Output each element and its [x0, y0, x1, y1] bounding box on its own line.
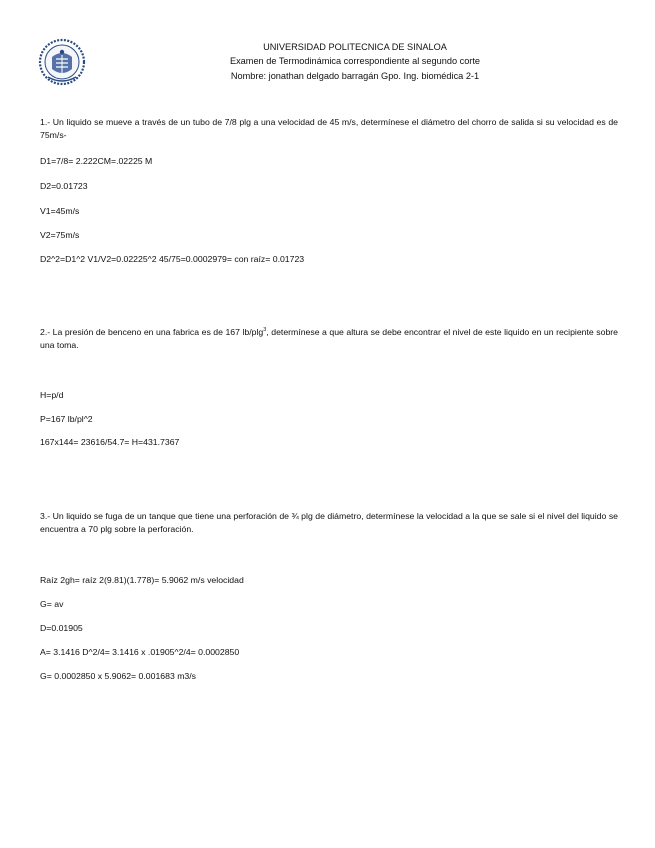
q3-line: G= 0.0002850 x 5.9062= 0.001683 m3/s: [40, 671, 197, 681]
question-1-prompt: 1.- Un liquido se mueve a través de un tubo de 7/8 plg a una velocidad de 45 m/s, determínese el diámetro del chorro de salida si su velocidad es de 75m/s-: [40, 117, 618, 140]
exam-title: Examen de Termodinámica correspondiente al segundo corte: [229, 56, 481, 67]
university-seal-icon: [38, 37, 86, 87]
q2-prompt-superscript: 3: [263, 327, 267, 334]
q1-line: V2=75m/s: [40, 230, 80, 240]
q3-line: D=0.01905: [40, 623, 83, 633]
q1-line: D2=0.01723: [40, 181, 88, 191]
q2-line: H=p/d: [40, 390, 64, 400]
question-2-prompt: [40, 326, 618, 352]
student-name: Nombre: jonathan delgado barragán Gpo. Ing. biomédica 2-1: [230, 70, 480, 81]
university-name: UNIVERSIDAD POLITECNICA DE SINALOA: [263, 42, 447, 52]
question-3-prompt: 3.- Un liquido se fuga de un tanque que tiene una perforación de ¾ plg de diámetro, determínese la velocidad a la que se sale si el nivel del liquido se encuentra a 70 plg sobre la perforación.: [40, 511, 618, 534]
q1-line: D1=7/8= 2.222CM=.02225 M: [40, 156, 153, 166]
q2-prompt-part-a: 2.- La presión de benceno en una fabrica es de 167 lb/plg: [40, 327, 264, 337]
q3-line: G= av: [40, 599, 64, 609]
document-header: [170, 40, 540, 83]
q2-line: P=167 lb/pl^2: [40, 414, 93, 424]
q2-prompt-part-b: , determínese a que altura se debe encontrar el nivel de este liquido en un recipiente sobre una toma.: [40, 327, 618, 350]
q3-line: Raíz 2gh= raíz 2(9.81)(1.778)= 5.9062 m/s velocidad: [40, 575, 244, 585]
q3-line: A= 3.1416 D^2/4= 3.1416 x .01905^2/4= 0.0002850: [40, 647, 240, 657]
q2-line: 167x144= 23616/54.7= H=431.7367: [40, 437, 180, 447]
q1-line: D2^2=D1^2 V1/V2=0.02225^2 45/75=0.0002979= con raíz= 0.01723: [40, 254, 305, 264]
q1-line: V1=45m/s: [40, 206, 80, 216]
